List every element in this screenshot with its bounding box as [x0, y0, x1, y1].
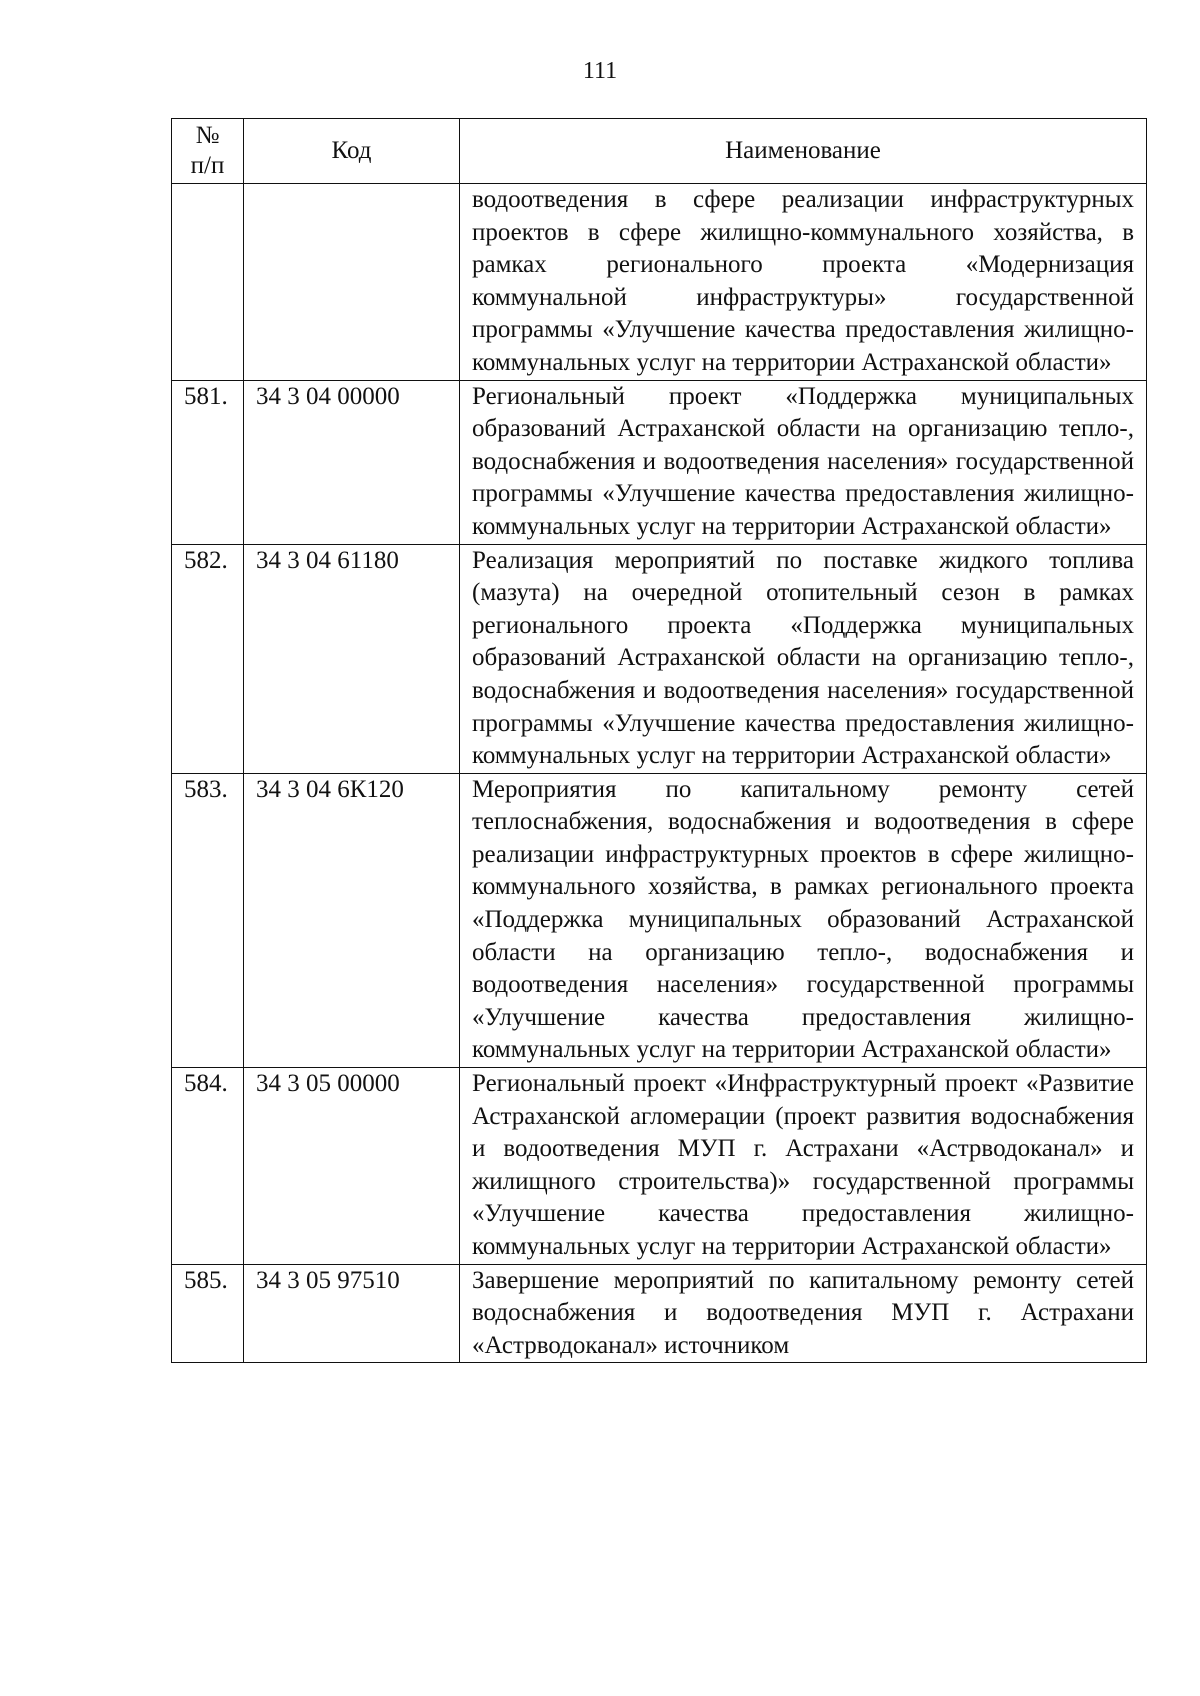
table-header-row	[172, 119, 1147, 184]
table-row	[172, 380, 1147, 544]
table-row	[172, 184, 1147, 381]
row-number: 583.	[172, 773, 244, 1067]
row-code: 34 3 04 61180	[244, 544, 460, 773]
header-code: Код	[244, 119, 460, 184]
row-code: 34 3 05 00000	[244, 1068, 460, 1265]
table-row	[172, 1068, 1147, 1265]
row-number: 584.	[172, 1068, 244, 1265]
row-name: водоотведения в сфере реализации инфраструктурных проектов в сфере жилищно-коммунального хозяйства, в рамках регионального проекта «Модернизация коммунальной инфраструктуры» государственной программы «Улучшение качества предоставления жилищно-коммунальных услуг на территории Астраханской области»	[460, 184, 1147, 381]
header-number-symbol: №	[195, 122, 220, 149]
header-number-abbr: п/п	[190, 152, 225, 179]
table-row	[172, 544, 1147, 773]
row-name: Региональный проект «Поддержка муниципальных образований Астраханской области на организацию тепло-, водоснабжения и водоотведения населения» государственной программы «Улучшение качества предоставления жилищно-коммунальных услуг на территории Астраханской области»	[460, 380, 1147, 544]
row-name: Завершение мероприятий по капитальному ремонту сетей водоснабжения и водоотведения МУП г. Астрахани «Астрводоканал» источником	[460, 1264, 1147, 1363]
row-number	[172, 184, 244, 381]
row-name: Региональный проект «Инфраструктурный проект «Развитие Астраханской агломерации (проект развития водоснабжения и водоотведения МУП г. Астрахани «Астрводоканал» и жилищного строительства)» государственной программы «Улучшение качества предоставления жилищно-коммунальных услуг на территории Астраханской области»	[460, 1068, 1147, 1265]
budget-code-table	[171, 118, 1147, 1363]
page-number: 111	[582, 58, 618, 84]
row-code: 34 3 04 6К120	[244, 773, 460, 1067]
table-row	[172, 773, 1147, 1067]
header-name: Наименование	[460, 119, 1147, 184]
row-code: 34 3 05 97510	[244, 1264, 460, 1363]
row-code	[244, 184, 460, 381]
row-code: 34 3 04 00000	[244, 380, 460, 544]
row-number: 582.	[172, 544, 244, 773]
table-row	[172, 1264, 1147, 1363]
row-name: Мероприятия по капитальному ремонту сетей теплоснабжения, водоснабжения и водоотведения в сфере реализации инфраструктурных проектов в сфере жилищно-коммунального хозяйства, в рамках регионального проекта «Поддержка муниципальных образований Астраханской области на организацию тепло-, водоснабжения и водоотведения населения» государственной программы «Улучшение качества предоставления жилищно-коммунальных услуг на территории Астраханской области»	[460, 773, 1147, 1067]
row-number: 585.	[172, 1264, 244, 1363]
row-number: 581.	[172, 380, 244, 544]
row-name: Реализация мероприятий по поставке жидкого топлива (мазута) на очередной отопительный сезон в рамках регионального проекта «Поддержка муниципальных образований Астраханской области на организацию тепло-, водоснабжения и водоотведения населения» государственной программы «Улучшение качества предоставления жилищно-коммунальных услуг на территории Астраханской области»	[460, 544, 1147, 773]
header-number	[172, 119, 244, 184]
